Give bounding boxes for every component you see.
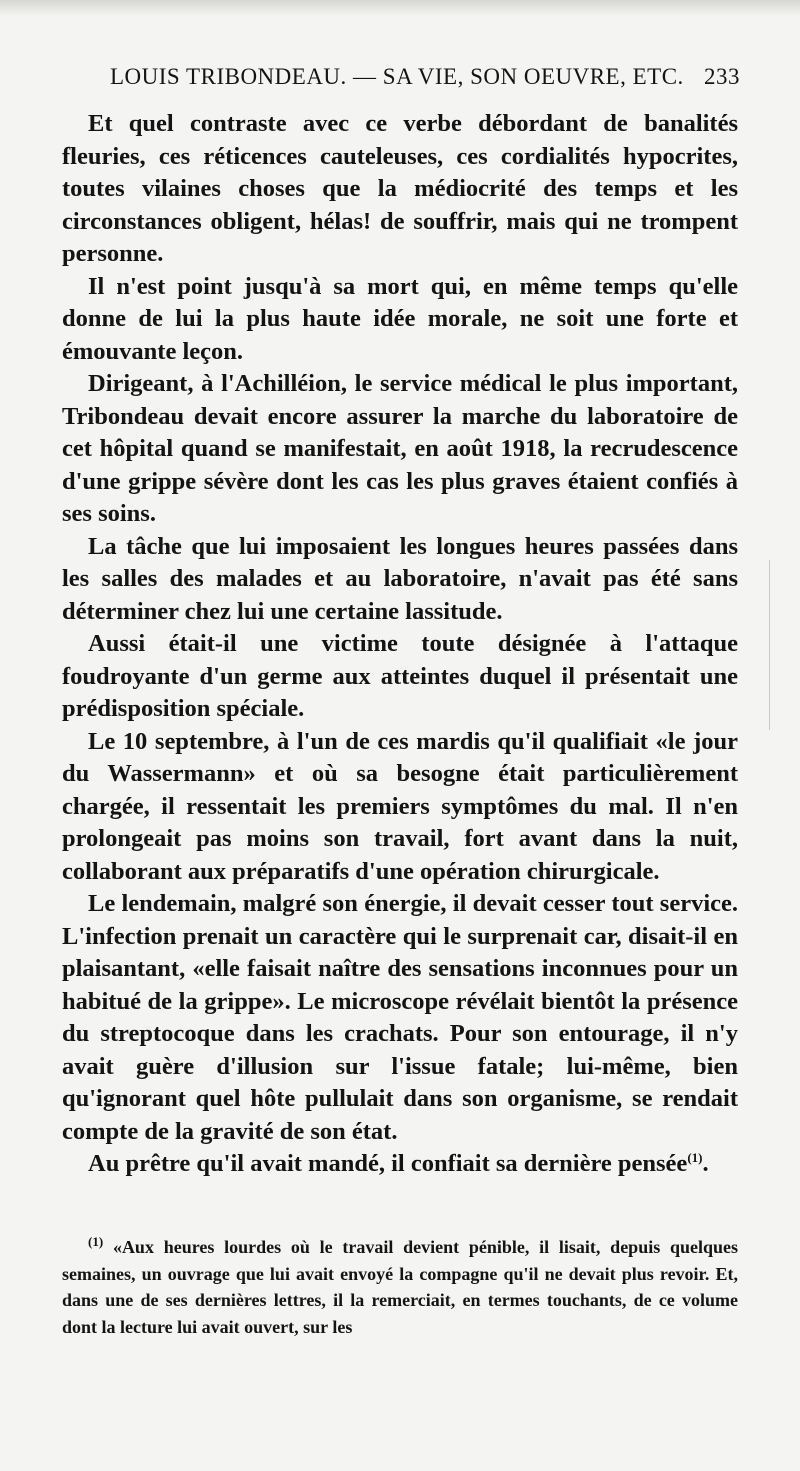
body-text (62, 108, 738, 1181)
running-header (110, 64, 740, 100)
scan-top-edge (0, 0, 800, 16)
page-number: 233 (704, 64, 740, 89)
paragraph: Le lendemain, malgré son énergie, il devait cesser tout service. L'infection prenait un caractère qui le surprenait car, disait-il en plaisantant, «elle faisait naître des sensations inconnues pour un habitué de la grippe». Le microscope révélait bientôt la présence du streptocoque dans les crachats. Pour son entourage, il n'y avait guère d'illusion sur l'issue fatale; lui-même, bien qu'ignorant quel hôte pullulait dans son organisme, se rendait compte de la gravité de son état. (62, 890, 738, 1145)
footnote-reference: (1) (687, 1149, 703, 1165)
scan-margin-mark (769, 560, 770, 730)
paragraph: Et quel contraste avec ce verbe débordant de banalités fleuries, ces réticences cauteleuses, ces cordialités hypocrites, toutes vilaines choses que la médiocrité des temps et les circonstances obligent, hélas! de souffrir, mais qui ne trompent personne. (62, 110, 738, 267)
paragraph-last-end: . (702, 1150, 709, 1177)
paragraph-last-text: Au prêtre qu'il avait mandé, il confiait sa dernière pensée (88, 1150, 688, 1177)
paragraph: Aussi était-il une victime toute désignée à l'attaque foudroyante d'un germe aux atteintes duquel il présentait une prédisposition spéciale. (62, 630, 738, 722)
paragraph: La tâche que lui imposaient les longues heures passées dans les salles des malades et au laboratoire, n'avait pas été sans déterminer chez lui une certaine lassitude. (62, 532, 738, 625)
paragraph: Il n'est point jusqu'à sa mort qui, en même temps qu'elle donne de lui la plus haute idée morale, ne soit une forte et émouvante leçon. (62, 272, 738, 365)
paragraph: Dirigeant, à l'Achilléion, le service médical le plus important, Tribondeau devait encore assurer la marche du laboratoire de cet hôpital quand se manifestait, en août 1918, la recrudescence d'une grippe sévère dont les cas les plus graves étaient confiés à ses soins. (62, 370, 738, 527)
paragraph-last (62, 1148, 738, 1181)
footnote-text: «Aux heures lourdes où le travail devient pénible, il lisait, depuis quelques semaines, un ouvrage que lui avait envoyé la compagne qu'il ne devait plus revoir. Et, dans une de ses dernières lettres, il la remerciait, en termes touchants, de ce volume dont la lecture lui avait ouvert, sur les (62, 1237, 738, 1337)
footnote (62, 1234, 738, 1340)
footnote-marker: (1) (88, 1234, 104, 1249)
running-title: LOUIS TRIBONDEAU. — SA VIE, SON OEUVRE, ETC. (110, 64, 684, 89)
paragraph: Le 10 septembre, à l'un de ces mardis qu'il qualifiait «le jour du Wassermann» et où sa besogne était particulièrement chargée, il ressentait les premiers symptômes du mal. Il n'en prolongeait pas moins son travail, fort avant dans la nuit, collaborant aux préparatifs d'une opération chirurgicale. (62, 727, 738, 885)
